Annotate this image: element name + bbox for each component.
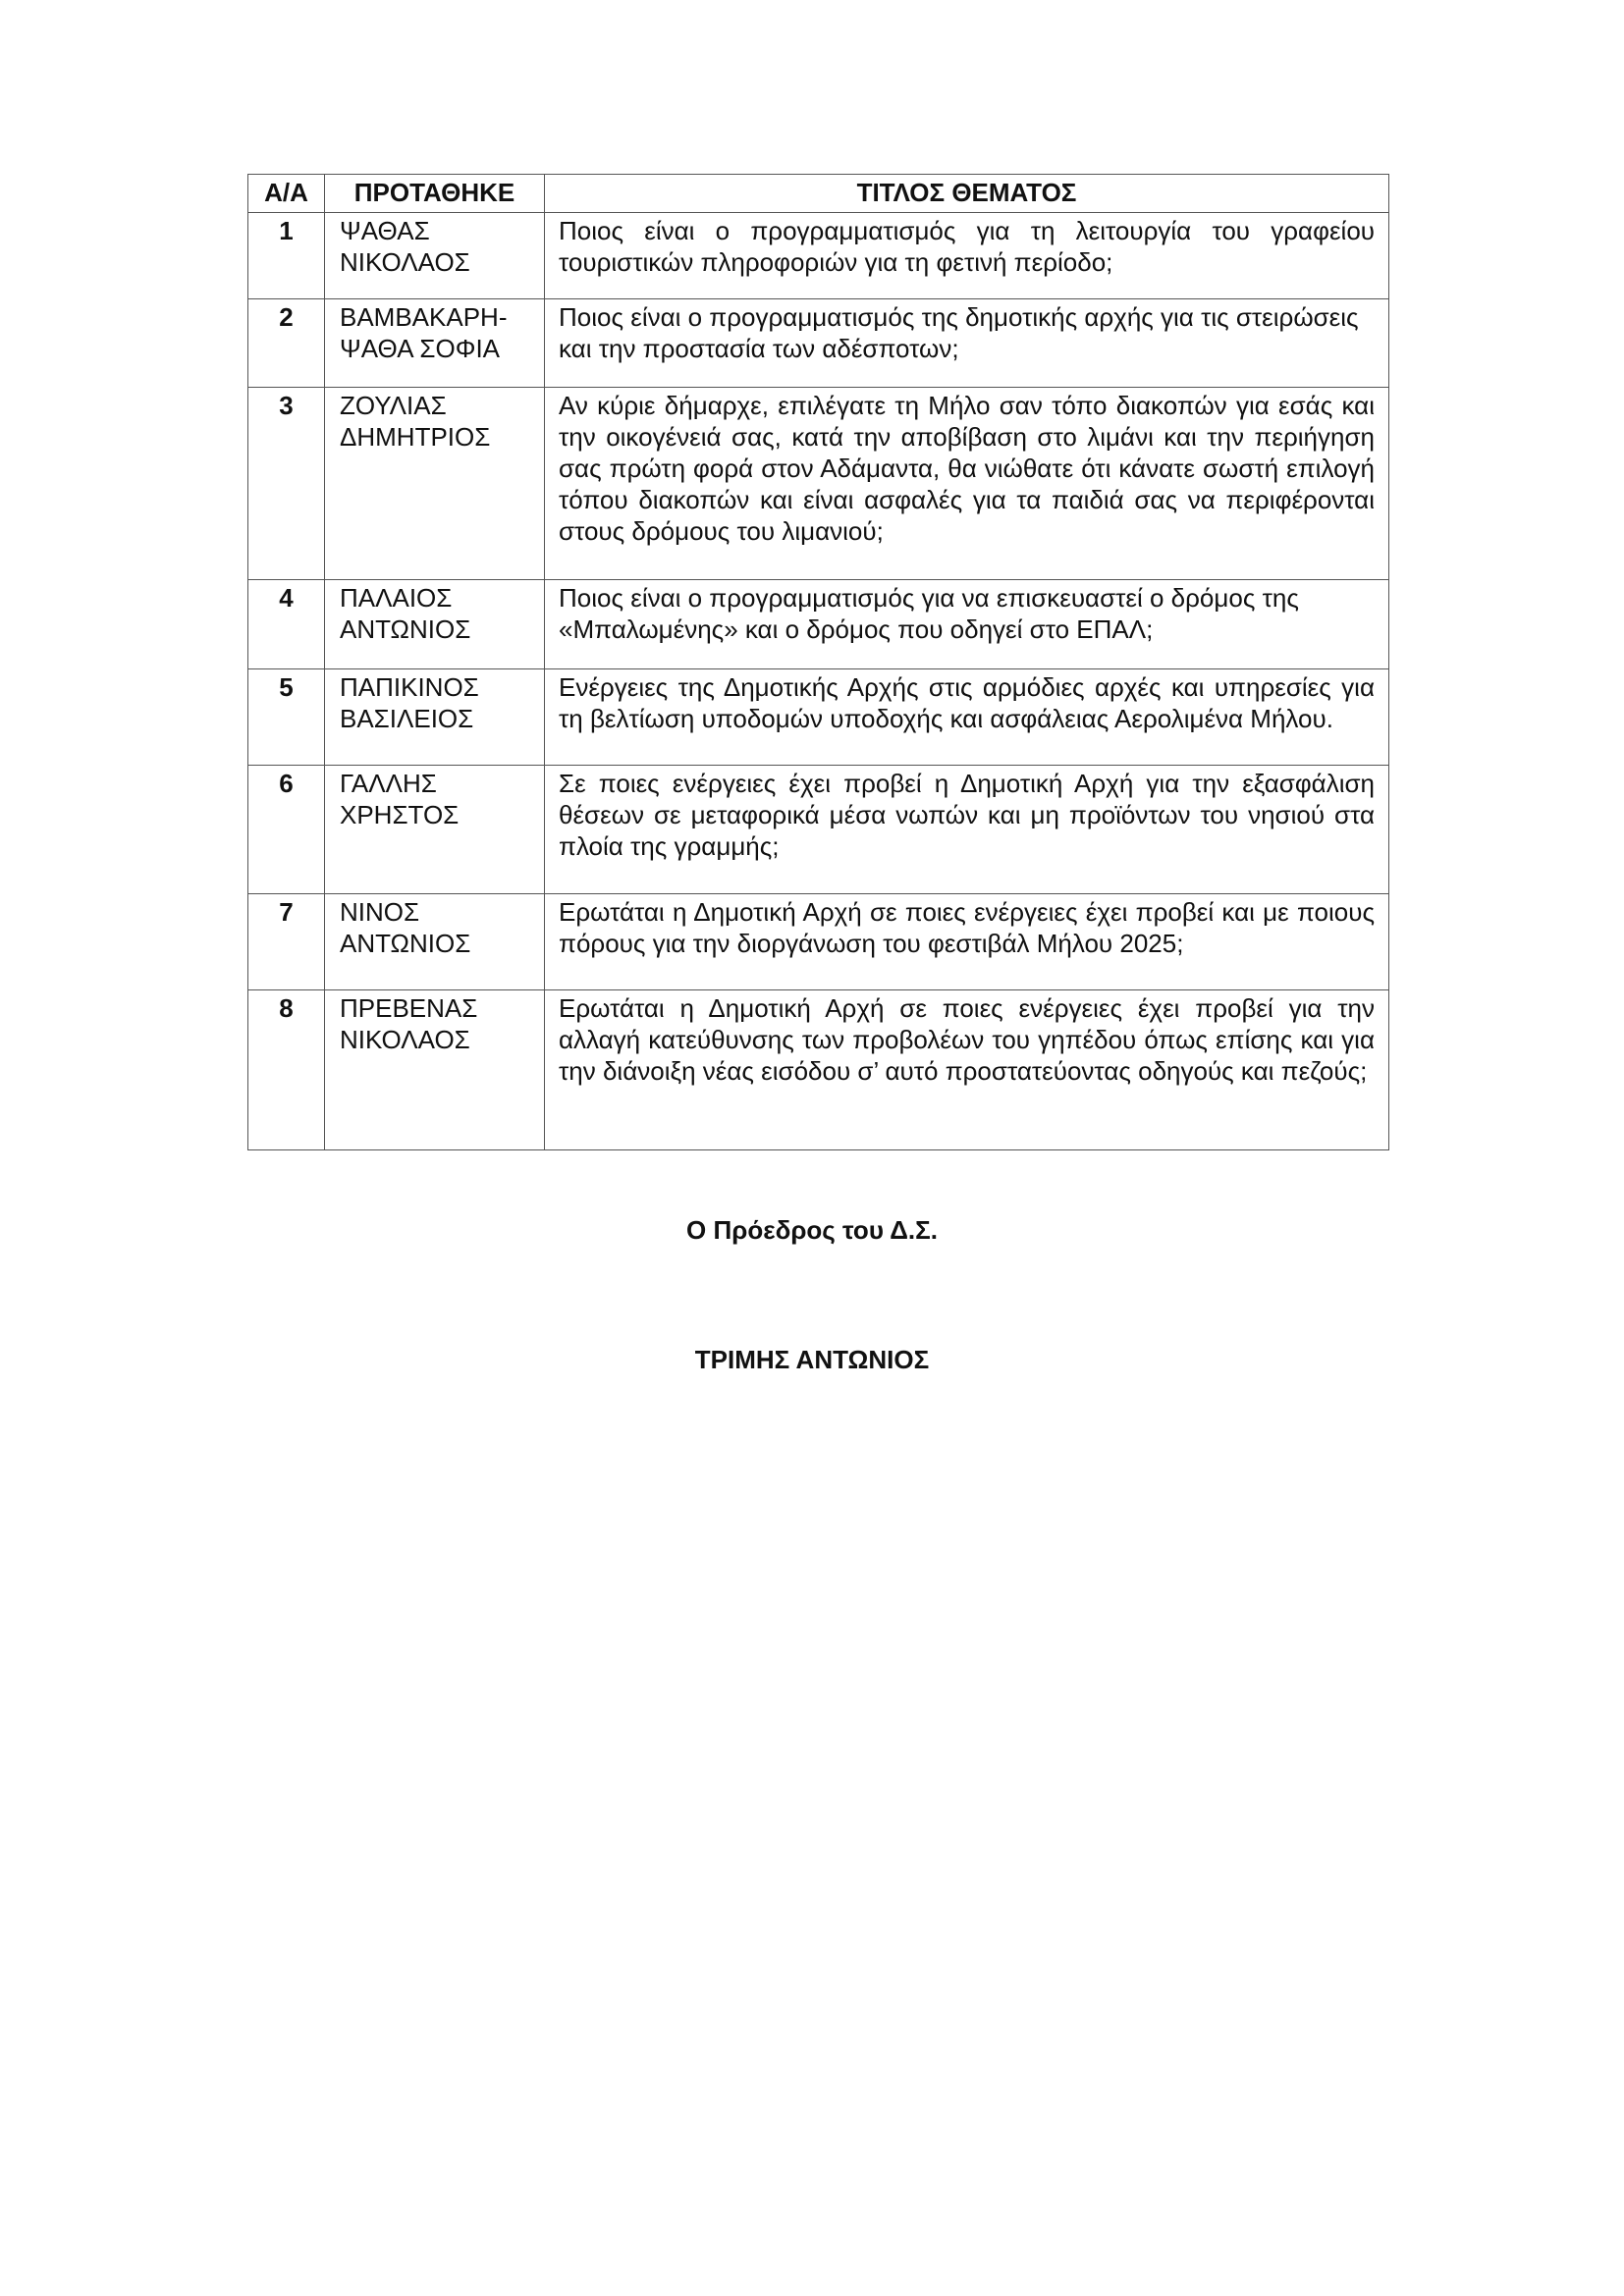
row-topic-title: Σε ποιες ενέργειες έχει προβεί η Δημοτική Αρχή για την εξασφάλιση θέσεων σε μεταφορικά μέσα νωπών και μη προϊόντων του νησιού στα πλοία της γραμμής;: [545, 766, 1389, 894]
proposer-line: ΑΝΤΩΝΙΟΣ: [340, 929, 471, 958]
row-number: 2: [248, 299, 325, 388]
row-number: 1: [248, 213, 325, 299]
table-header-row: [248, 175, 1389, 213]
row-proposer: [325, 580, 545, 669]
row-proposer: [325, 388, 545, 580]
topics-table: [247, 174, 1389, 1150]
table-row: [248, 766, 1389, 894]
header-aa: Α/Α: [248, 175, 325, 213]
proposer-line: ΒΑΣΙΛΕΙΟΣ: [340, 704, 474, 733]
proposer-line: ΠΑΛΑΙΟΣ: [340, 583, 453, 613]
table-row: [248, 213, 1389, 299]
row-number: 7: [248, 894, 325, 990]
proposer-line: ΝΙΚΟΛΑΟΣ: [340, 247, 470, 277]
proposer-line: ΑΝΤΩΝΙΟΣ: [340, 614, 471, 644]
proposer-line: ΝΙΚΟΛΑΟΣ: [340, 1025, 470, 1054]
proposer-line: ΝΙΝΟΣ: [340, 897, 420, 927]
row-topic-title: Αν κύριε δήμαρχε, επιλέγατε τη Μήλο σαν τόπο διακοπών για εσάς και την οικογένειά σας, κατά την αποβίβαση στο λιμάνι και την περιήγηση σας πρώτη φορά στον Αδάμαντα, θα νιώθατε ότι κάνατε σωστή επιλογή τόπου διακοπών και είναι ασφαλές για τα παιδιά σας να περιφέρονται στους δρόμους του λιμανιού;: [545, 388, 1389, 580]
proposer-line: ΠΑΠΙΚΙΝΟΣ: [340, 672, 479, 702]
row-number: 8: [248, 990, 325, 1150]
proposer-line: ΖΟΥΛΙΑΣ: [340, 391, 447, 420]
signature-role: Ο Πρόεδρος του Δ.Σ.: [686, 1215, 938, 1245]
row-topic-title: Ποιος είναι ο προγραμματισμός για να επισκευαστεί ο δρόμος της «Μπαλωμένης» και ο δρόμος που οδηγεί στο ΕΠΑΛ;: [545, 580, 1389, 669]
row-proposer: [325, 990, 545, 1150]
row-proposer: [325, 894, 545, 990]
table-row: [248, 580, 1389, 669]
row-number: 5: [248, 669, 325, 766]
signature-name: ΤΡΙΜΗΣ ΑΝΤΩΝΙΟΣ: [694, 1345, 930, 1374]
proposer-line: ΓΑΛΛΗΣ: [340, 769, 437, 798]
proposer-line: ΨΑΘΑΣ: [340, 216, 430, 245]
table-row: [248, 388, 1389, 580]
header-title: ΤΙΤΛΟΣ ΘΕΜΑΤΟΣ: [545, 175, 1389, 213]
row-proposer: [325, 213, 545, 299]
row-number: 3: [248, 388, 325, 580]
row-proposer: [325, 299, 545, 388]
header-proposer: ΠΡΟΤΑΘΗΚΕ: [325, 175, 545, 213]
row-number: 6: [248, 766, 325, 894]
row-number: 4: [248, 580, 325, 669]
proposer-line: ΠΡΕΒΕΝΑΣ: [340, 993, 478, 1023]
row-topic-title: Ερωτάται η Δημοτική Αρχή σε ποιες ενέργειες έχει προβεί για την αλλαγή κατεύθυνσης των προβολέων του γηπέδου όπως επίσης και για την διάνοιξη νέας εισόδου σ’ αυτό προστατεύοντας οδηγούς και πεζούς;: [545, 990, 1389, 1150]
row-topic-title: Ενέργειες της Δημοτικής Αρχής στις αρμόδιες αρχές και υπηρεσίες για τη βελτίωση υποδομών υποδοχής και ασφάλειας Αερολιμένα Μήλου.: [545, 669, 1389, 766]
row-topic-title: Ποιος είναι ο προγραμματισμός για τη λειτουργία του γραφείου τουριστικών πληροφοριών για τη φετινή περίοδο;: [545, 213, 1389, 299]
proposer-line: ΧΡΗΣΤΟΣ: [340, 800, 460, 829]
table-row: [248, 894, 1389, 990]
proposer-line: ΨΑΘΑ ΣΟΦΙΑ: [340, 334, 501, 363]
row-topic-title: Ποιος είναι ο προγραμματισμός της δημοτικής αρχής για τις στειρώσεις και την προστασία των αδέσποτων;: [545, 299, 1389, 388]
table-row: [248, 299, 1389, 388]
row-proposer: [325, 766, 545, 894]
row-proposer: [325, 669, 545, 766]
proposer-line: ΒΑΜΒΑΚΑΡΗ-: [340, 302, 508, 332]
proposer-line: ΔΗΜΗΤΡΙΟΣ: [340, 422, 491, 452]
table-row: [248, 669, 1389, 766]
table-row: [248, 990, 1389, 1150]
row-topic-title: Ερωτάται η Δημοτική Αρχή σε ποιες ενέργειες έχει προβεί και με ποιους πόρους για την διοργάνωση του φεστιβάλ Μήλου 2025;: [545, 894, 1389, 990]
